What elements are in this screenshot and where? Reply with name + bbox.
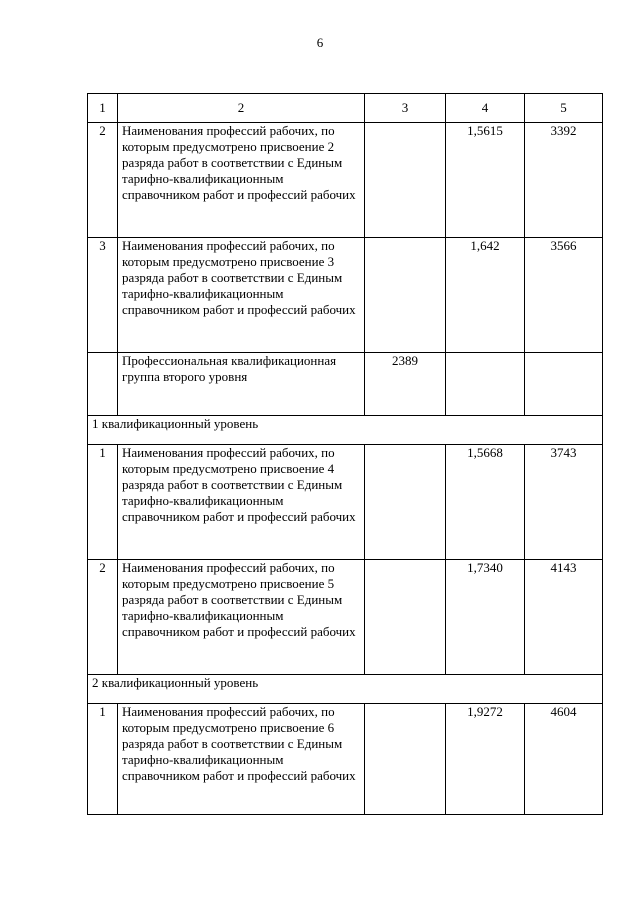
salary-cell: 3392: [525, 123, 603, 238]
header-cell-1: 1: [88, 94, 118, 123]
profession-name: Наименования профессий рабочих, по которым предусмотрено присвоение 3 разряда работ в соответствии с Единым тарифно-квалификационным справочником работ и профессий рабочих: [118, 238, 365, 353]
base-salary-cell: [365, 704, 446, 815]
profession-name: Наименования профессий рабочих, по которым предусмотрено присвоение 4 разряда работ в соответствии с Единым тарифно-квалификационным справочником работ и профессий рабочих: [118, 445, 365, 560]
row-number: 2: [88, 560, 118, 675]
salary-cell: [525, 353, 603, 416]
table-row: [88, 353, 603, 416]
coefficient-cell: 1,642: [446, 238, 525, 353]
header-cell-3: 3: [365, 94, 446, 123]
qualification-level-label: 2 квалификационный уровень: [88, 675, 603, 704]
coefficient-cell: 1,5668: [446, 445, 525, 560]
salary-cell: 4604: [525, 704, 603, 815]
table-row: [88, 123, 603, 238]
row-number: 2: [88, 123, 118, 238]
header-cell-4: 4: [446, 94, 525, 123]
base-salary-cell: [365, 560, 446, 675]
table-row: [88, 238, 603, 353]
coefficient-cell: [446, 353, 525, 416]
base-salary-cell: [365, 123, 446, 238]
table-row: [88, 560, 603, 675]
qualification-table: [87, 93, 603, 815]
header-cell-2: 2: [118, 94, 365, 123]
coefficient-cell: 1,7340: [446, 560, 525, 675]
group-name: Профессиональная квалификационная группа второго уровня: [118, 353, 365, 416]
level-row: [88, 675, 603, 704]
base-salary-cell: 2389: [365, 353, 446, 416]
qualification-level-label: 1 квалификационный уровень: [88, 416, 603, 445]
level-row: [88, 416, 603, 445]
coefficient-cell: 1,5615: [446, 123, 525, 238]
header-cell-5: 5: [525, 94, 603, 123]
base-salary-cell: [365, 445, 446, 560]
profession-name: Наименования профессий рабочих, по которым предусмотрено присвоение 2 разряда работ в соответствии с Единым тарифно-квалификационным справочником работ и профессий рабочих: [118, 123, 365, 238]
profession-name: Наименования профессий рабочих, по которым предусмотрено присвоение 6 разряда работ в соответствии с Единым тарифно-квалификационным справочником работ и профессий рабочих: [118, 704, 365, 815]
base-salary-cell: [365, 238, 446, 353]
profession-name: Наименования профессий рабочих, по которым предусмотрено присвоение 5 разряда работ в соответствии с Единым тарифно-квалификационным справочником работ и профессий рабочих: [118, 560, 365, 675]
table-row: [88, 704, 603, 815]
salary-cell: 4143: [525, 560, 603, 675]
page-number: 6: [316, 35, 324, 50]
salary-cell: 3566: [525, 238, 603, 353]
salary-cell: 3743: [525, 445, 603, 560]
table-row: [88, 445, 603, 560]
row-number: 1: [88, 704, 118, 815]
coefficient-cell: 1,9272: [446, 704, 525, 815]
row-number: [88, 353, 118, 416]
table-header-row: [88, 94, 603, 123]
row-number: 1: [88, 445, 118, 560]
row-number: 3: [88, 238, 118, 353]
